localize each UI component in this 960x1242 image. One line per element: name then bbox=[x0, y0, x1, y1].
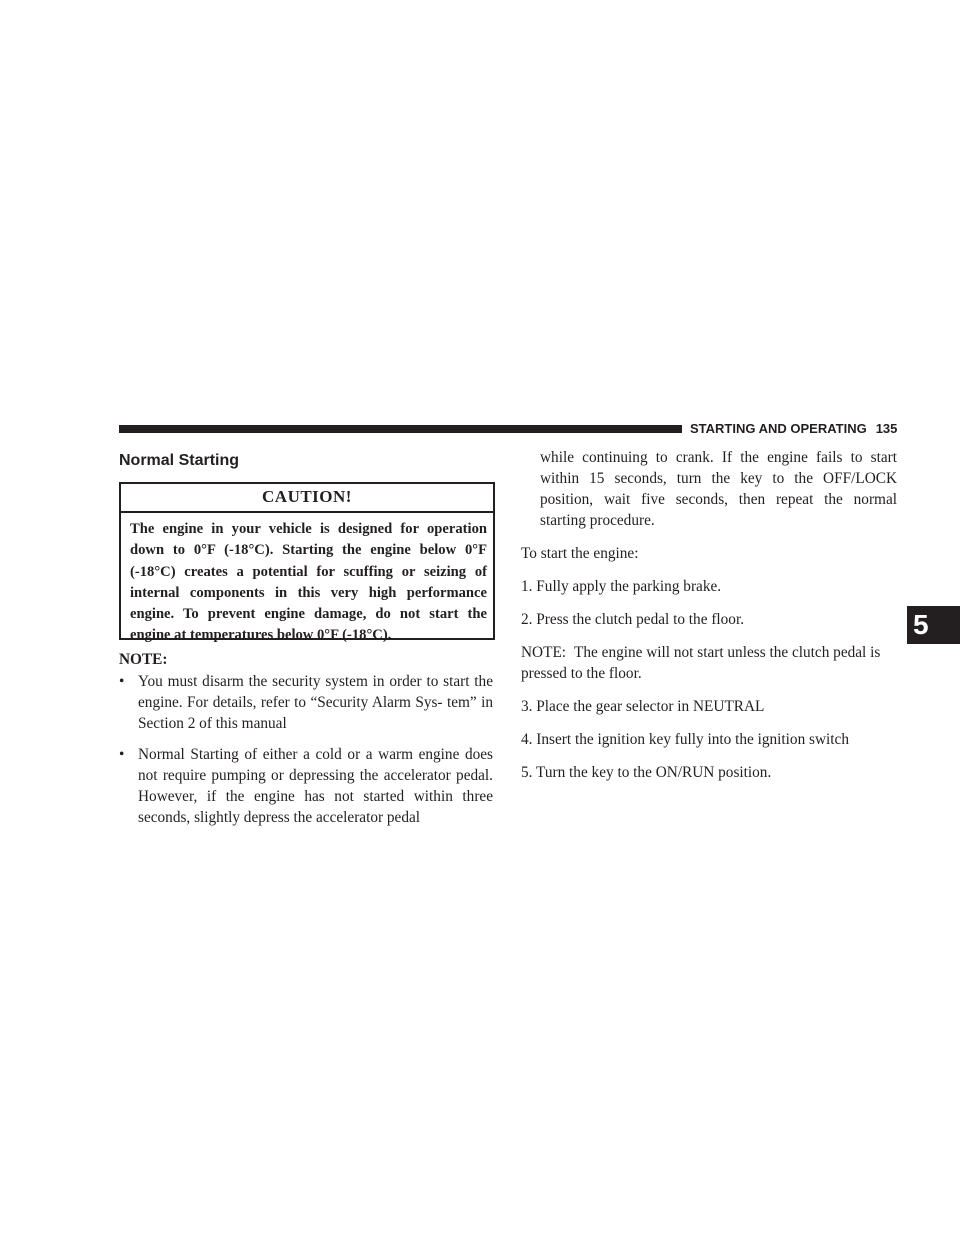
section-title: Normal Starting bbox=[119, 452, 240, 469]
right-column bbox=[521, 447, 897, 795]
page-number: 135 bbox=[875, 421, 898, 436]
note-bullet-text: Normal Starting of either a cold or a warm engine does not require pumping or depressing the accelerator pedal. However, if the engine has not started within three seconds, slightly depress the accelerator pedal bbox=[138, 746, 493, 826]
clutch-note-label: NOTE: bbox=[521, 644, 567, 661]
procedure-step: 1. Fully apply the parking brake. bbox=[521, 578, 722, 595]
bullet-icon: • bbox=[119, 673, 125, 690]
caution-title: CAUTION! bbox=[121, 484, 493, 513]
note-bullet-item bbox=[119, 744, 493, 828]
bullet-continuation: while continuing to crank. If the engine fails to start within 15 seconds, turn the key to the OFF/LOCK position, wait five seconds, then repeat the normal starting procedure. bbox=[540, 449, 897, 529]
note-label: NOTE: bbox=[119, 651, 168, 668]
running-header bbox=[690, 420, 900, 438]
chapter-tab: 5 bbox=[907, 606, 960, 644]
procedure-step: 4. Insert the ignition key fully into the ignition switch bbox=[521, 731, 849, 748]
header-rule bbox=[119, 425, 682, 433]
note-bullet-item bbox=[119, 671, 493, 734]
procedure-intro: To start the engine: bbox=[521, 545, 639, 562]
caution-box bbox=[119, 482, 495, 644]
procedure-step: 3. Place the gear selector in NEUTRAL bbox=[521, 698, 765, 715]
left-column bbox=[119, 645, 493, 838]
procedure-step: 5. Turn the key to the ON/RUN position. bbox=[521, 764, 772, 781]
caution-text: The engine in your vehicle is designed for operation down to 0°F (-18°C). Starting the engine below 0°F (-18°C) creates a potential for scuffing or seizing of internal components in this very high performance engine. To prevent engine damage, do not start the engine at temperatures below 0°F (-18°C). bbox=[130, 521, 487, 644]
clutch-note-text: The engine will not start unless the clutch pedal is pressed to the floor. bbox=[521, 644, 881, 682]
clutch-note bbox=[521, 642, 897, 684]
bullet-icon: • bbox=[119, 746, 125, 763]
note-bullet-text: You must disarm the security system in order to start the engine. For details, refer to “Security Alarm Sys- tem” in Section 2 of this manual bbox=[138, 673, 493, 732]
procedure-step: 2. Press the clutch pedal to the floor. bbox=[521, 611, 745, 628]
header-section-title: STARTING AND OPERATING bbox=[690, 421, 867, 436]
